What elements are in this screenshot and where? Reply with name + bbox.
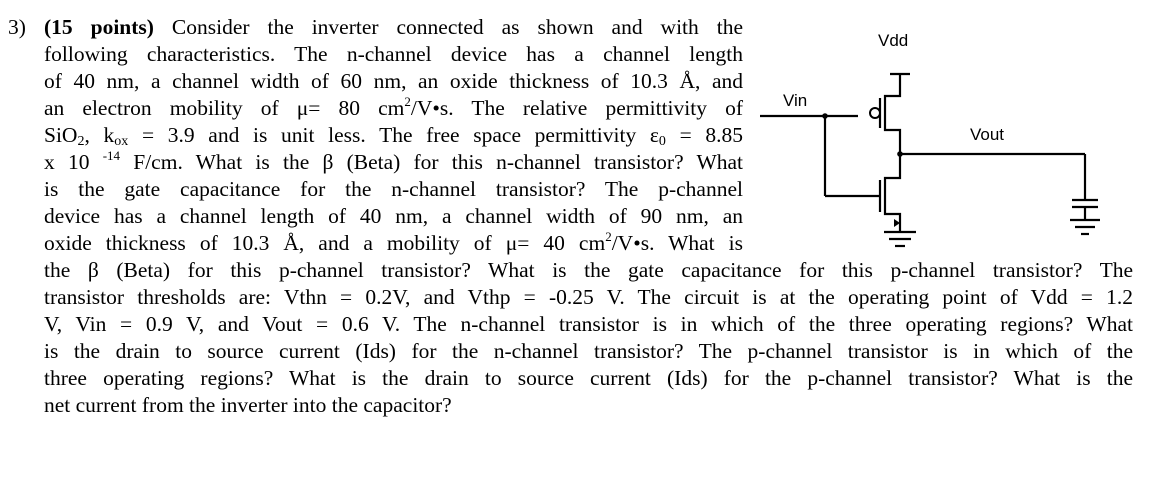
vdd-label: Vdd (878, 31, 909, 50)
text-line-13: is the drain to source current (Ids) for the n-channel transistor? The p-channel transistor is in which of the (44, 339, 1133, 363)
question-number: 3) (8, 15, 26, 39)
text-line-8: device has a channel length of 40 nm, a channel width of 90 nm, an (44, 204, 743, 228)
text-line-6: x 10 $^{-14}$ F/cm. What is the β (Beta) for this n-channel transistor? What (44, 148, 744, 174)
pmos-channel (885, 86, 900, 138)
text-line-12: V, Vin = 0.9 V, and Vout = 0.6 V. The n-channel transistor is in which of the three operating regions? What (44, 312, 1133, 336)
text-line-10: the β (Beta) for this p-channel transistor? What is the gate capacitance for this p-channel transistor? The (44, 258, 1133, 282)
text-line-1: (15 points) Consider the inverter connected as shown and with the (44, 15, 743, 39)
inverter-circuit-diagram (750, 20, 1140, 260)
text-line-2: following characteristics. The n-channel device has a channel length (44, 42, 743, 66)
vin-label: Vin (783, 91, 808, 110)
text-line-3: of 40 nm, a channel width of 60 nm, an oxide thickness of 10.3 Å, and (44, 69, 743, 93)
text-line-5: SiO$_2$, $k_{ox} = 3.9$ and is unit less. The free space permittivity $\varepsilon_0 = 8.85$ (44, 123, 744, 149)
text-line-15: net current from the inverter into the capacitor? (44, 393, 452, 417)
text-line-14: three operating regions? What is the drain to source current (Ids) for the p-channel transistor? What is the (44, 366, 1133, 390)
vout-junction-dot (897, 151, 903, 157)
pmos-inversion-bubble (870, 108, 880, 118)
points-label: (15 points) (44, 15, 154, 39)
text-line-7: is the gate capacitance for the n-channel transistor? The p-channel (44, 177, 743, 201)
text-line-4: an electron mobility of μ= 80 $cm^2/V•s$. The relative permittivity of (44, 94, 743, 120)
text-line-11: transistor thresholds are: Vthn = 0.2V, and Vthp = -0.25 V. The circuit is at the operating point of Vdd = 1.2 (44, 285, 1133, 309)
vout-label: Vout (970, 125, 1005, 144)
text-line-9: oxide thickness of 10.3 Å, and a mobility of μ= 40 $cm^2/V•s$. What is (44, 229, 744, 255)
vin-junction-dot (822, 113, 828, 119)
